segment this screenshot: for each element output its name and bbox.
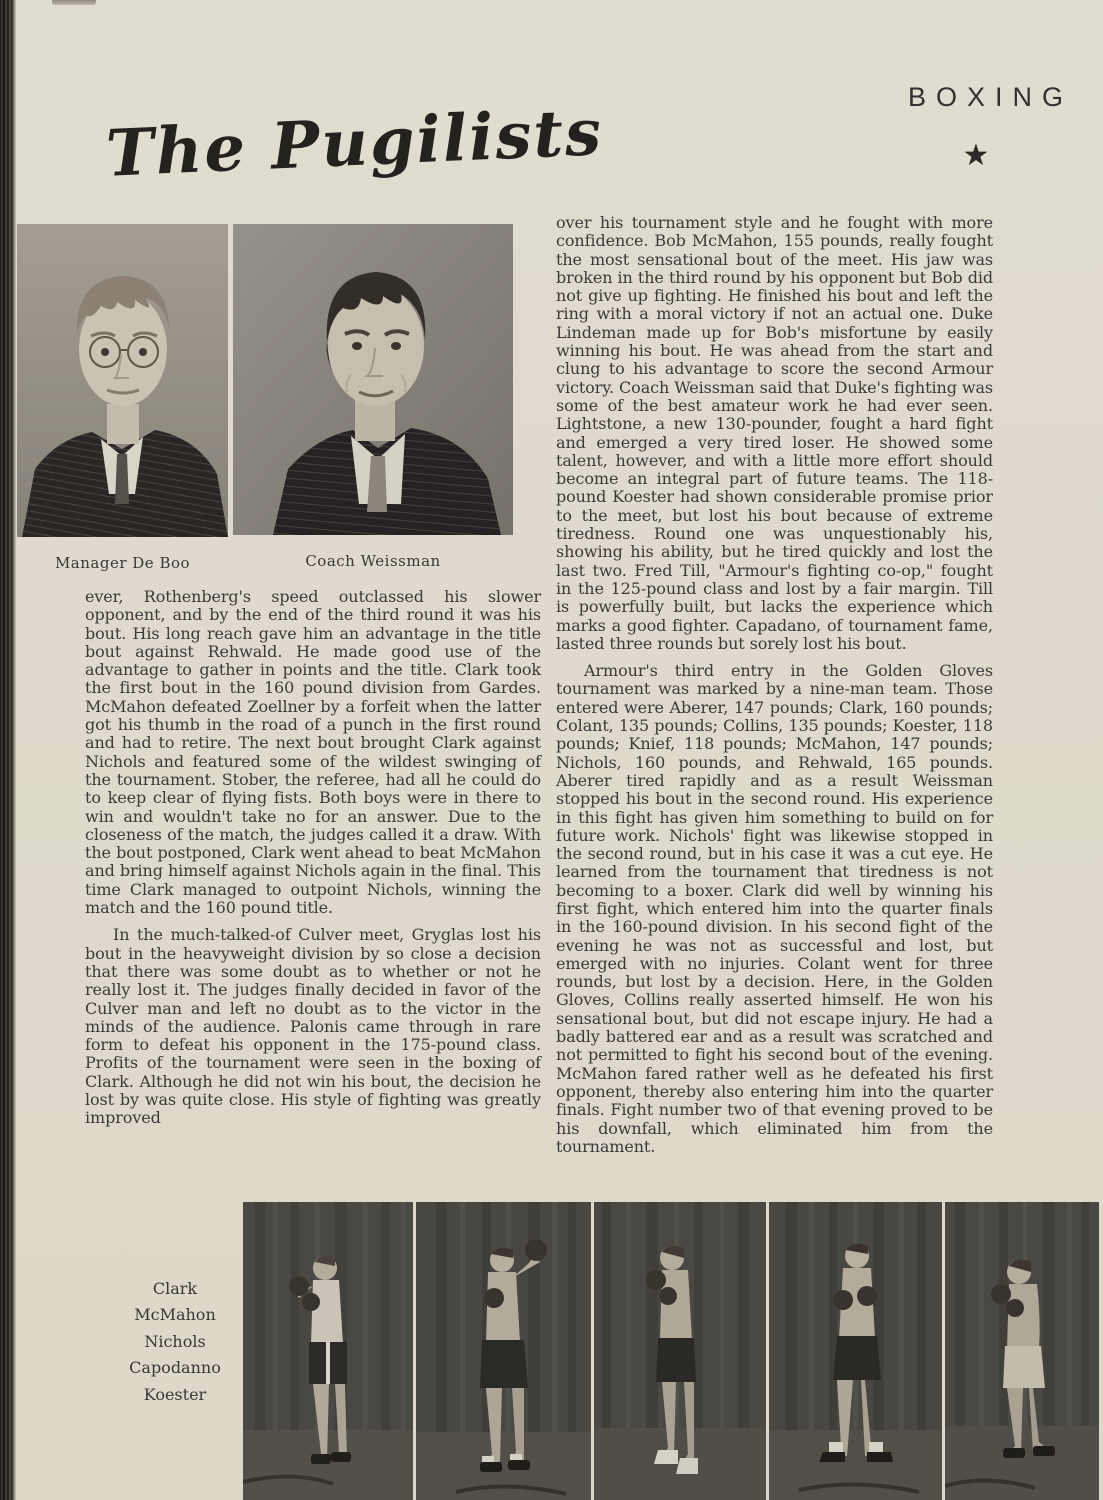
boxer-name: Clark: [152, 1279, 198, 1298]
manager-portrait-photo: [17, 224, 228, 537]
portrait-photo-coach: [233, 224, 513, 572]
section-heading: BOXING: [908, 82, 1074, 112]
article-left-column: [85, 588, 541, 1128]
scan-edge-artifact: [52, 0, 96, 5]
boxer-name: Nichols: [144, 1331, 206, 1351]
boxer-photo-3: [594, 1202, 766, 1500]
portrait-caption: Manager De Boo: [54, 554, 191, 572]
boxer-name: McMahon: [134, 1305, 216, 1325]
portrait-photo-manager: [17, 224, 228, 572]
boxer-photo-2: [416, 1202, 591, 1500]
boxer-photo-strip: [243, 1202, 1099, 1500]
paragraph: over his tournament style and he fought with more confidence. Bob McMahon, 155 pounds, really fought the most sensational bout of the meet. His jaw was broken in the third round by his opponent but Bob did not give up fighting. He finished his bout and left the ring with a moral victory if not an actual one. Duke Lindeman made up for Bob's misfortune by easily winning his bout. He was ahead from the start and clung to his advantage to score the second Armour victory. Coach Weissman said that Duke's fighting was some of the best amateur work he had ever seen. Lightstone, a new 130-pounder, fought a hard fight and emerged a very tired loser. He showed some talent, however, and with a little more effort should become an integral part of future teams. The 118-pound Koester had shown considerable promise prior to the meet, but lost his bout because of extreme tiredness. Round one was unquestionably his, showing his ability, but he tired quickly and lost the last two. Fred Till, "Armour's fighting co-op," fought in the 125-pound class and lost by a fair margin. Till is powerfully built, but lacks the experience which marks a good fighter. Capadano, of tournament fame, lasted three rounds but sorely lost his bout.: [556, 213, 993, 653]
boxer-name-list: [100, 1276, 250, 1408]
boxer-name: Capodanno: [129, 1358, 221, 1378]
star-icon: ★: [962, 138, 990, 173]
boxer-photo-1: [243, 1202, 413, 1500]
boxer-name: Koester: [143, 1384, 207, 1404]
paragraph: ever, Rothenberg's speed outclassed his slower opponent, and by the end of the third round it was his bout. His long reach gave him an advantage in the title bout against Rehwald. He made good use of the advantage to gather in points and the title. Clark took the first bout in the 160 pound division from Gardes. McMahon defeated Zoellner by a forfeit when the latter got his thumb in the road of a punch in the first round and had to retire. The next bout brought Clark against Nichols and featured some of the wildest swinging of the tournament. Stober, the referee, had all he could do to keep clear of flying fists. Both boys were in there to win and wouldn't take no for an answer. Due to the closeness of the match, the judges called it a draw. With the bout postponed, Clark went ahead to beat McMahon and bring himself against Nichols again in the final. This time Clark managed to outpoint Nichols, winning the match and the 160 pound title.: [85, 587, 541, 918]
article-right-column: [556, 214, 993, 1156]
page-binding-edge: [0, 0, 16, 1500]
portrait-row: [17, 224, 513, 572]
paragraph: In the much-talked-of Culver meet, Gryglas lost his bout in the heavyweight division by so close a decision that there was some doubt as to whether or not he really lost it. The judges finally decided in favor of the Culver man and left no doubt as to the victor in the minds of the audience. Palonis came through in rare form to defeat his opponent in the 175-pound class. Profits of the tournament were seen in the boxing of Clark. Although he did not win his bout, the decision he lost by was quite close. His style of fighting was greatly improved: [85, 925, 541, 1128]
paragraph: Armour's third entry in the Golden Gloves tournament was marked by a nine-man team. Those entered were Aberer, 147 pounds; Clark, 160 pounds; Colant, 135 pounds; Collins, 135 pounds; Koester, 118 pounds; Knief, 118 pounds; McMahon, 147 pounds; Nichols, 160 pounds, and Rehwald, 165 pounds. Aberer tired rapidly and as a result Weissman stopped his bout in the second round. His experience in this fight has given him something to build on for future work. Nichols' fight was likewise stopped in the second round, but in his case it was a cut eye. He learned from the tournament that tiredness is not becoming to a boxer. Clark did well by winning his first fight, which entered him into the quarter finals in the 160-pound division. In his second fight of the evening he was not as successful and lost, but emerged with no injuries. Colant went for three rounds, but lost by a decision. Here, in the Golden Gloves, Collins really asserted himself. He won his sensational bout, but did not escape injury. He had a badly battered ear and as a result was scratched and not permitted to fight his second bout of the evening. McMahon fared rather well as he defeated his first opponent, thereby also entering him into the quarter finals. Fight number two of that evening proved to be his downfall, which eliminated him from the tournament.: [556, 661, 993, 1156]
page-title: The Pugilists: [104, 95, 605, 192]
boxer-photo-5: [945, 1202, 1099, 1500]
boxer-photo-4: [769, 1202, 942, 1500]
coach-portrait-photo: [233, 224, 513, 535]
portrait-caption: Coach Weissman: [305, 552, 441, 570]
